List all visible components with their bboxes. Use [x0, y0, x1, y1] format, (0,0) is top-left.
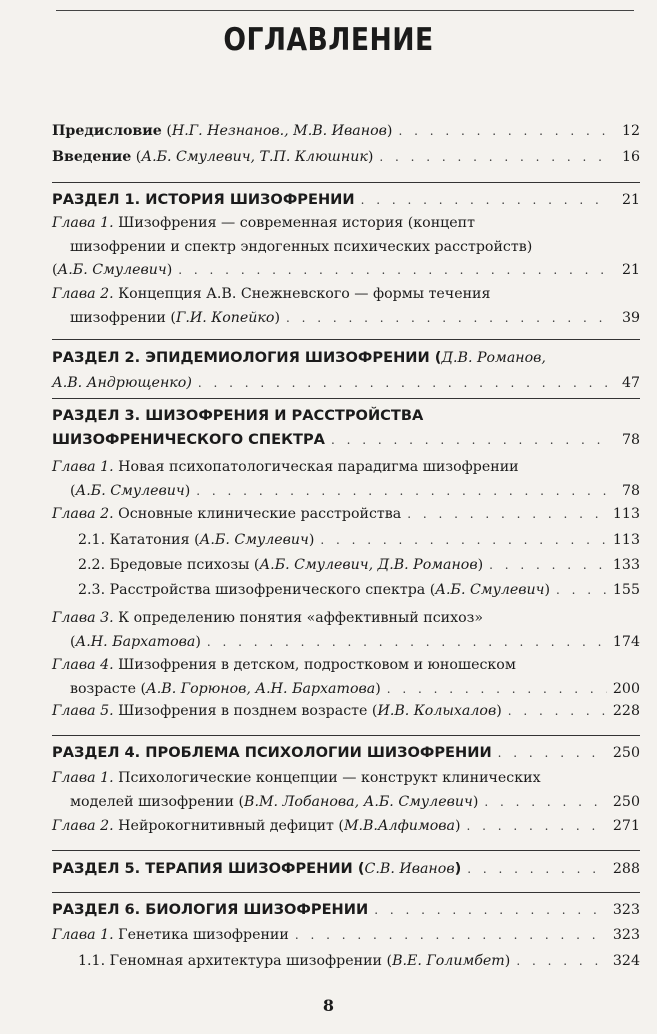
entry-page: 16 — [621, 149, 640, 165]
entry-title-line2: возрасте — [70, 680, 136, 697]
entry-authors: А.Б. Смулевич — [57, 262, 167, 278]
toc-section-1[interactable] — [52, 188, 640, 213]
chapter-label: Глава 1. — [52, 927, 114, 943]
entry-page: 113 — [612, 506, 640, 522]
entry-title-line1: К определению понятия «аффективный психоз» — [118, 610, 484, 626]
entry-authors: А.В. Горюнов, А.Н. Бархатова — [146, 680, 376, 697]
entry-title: 2.3. Расстройства шизофренического спектра — [78, 582, 426, 598]
entry-title-line1: Концепция А.В. Снежневского — формы течения — [118, 286, 491, 302]
entry-page: 250 — [612, 793, 640, 810]
entry-page: 174 — [612, 633, 640, 650]
chapter-label: Глава 4. — [52, 657, 114, 673]
section-title: РАЗДЕЛ 2. ЭПИДЕМИОЛОГИЯ ШИЗОФРЕНИИ — [52, 349, 430, 366]
entry-page: 78 — [621, 482, 640, 499]
entry-title: 2.2. Бредовые психозы — [78, 557, 250, 573]
toc-section-5[interactable]: РАЗДЕЛ 5. ТЕРАПИЯ ШИЗОФРЕНИИ (С.В. Иванов) . . . 288 — [52, 857, 640, 882]
entry-page: 323 — [612, 902, 640, 918]
entry-title-line1: Нейрокогнитивный дефицит — [118, 818, 334, 834]
entry-page: 155 — [612, 582, 640, 598]
toc-entry-introduction[interactable]: Введение (А.Б. Смулевич, Т.П. Клюшник) . . . 16 — [52, 146, 640, 170]
entry-page: 271 — [612, 818, 640, 834]
toc-chapter[interactable]: Глава 1. Новая психопатологическая парадигма шизофрении (А.Б. Смулевич) . . . 78 — [52, 456, 640, 503]
entry-title-line1: Шизофрения в позднем возрасте — [118, 703, 368, 719]
toc-section-6[interactable] — [52, 898, 640, 923]
toc-chapter[interactable]: Глава 1. Шизофрения — современная история (концепт шизофрении и спектр эндогенных психических расстройств) (А.Б. Смулевич) . . . 21 — [52, 212, 640, 283]
toc-chapter[interactable]: Глава 5. Шизофрения в позднем возрасте (И.В. Колыхалов) . . . 228 — [52, 700, 640, 724]
entry-authors-line2: А.В. Андрющенко — [52, 374, 187, 391]
entry-authors: Н.Г. Незнанов., М.В. Иванов — [171, 123, 387, 139]
section-title: РАЗДЕЛ 4. ПРОБЛЕМА ПСИХОЛОГИИ ШИЗОФРЕНИИ — [52, 744, 492, 761]
chapter-label: Глава 1. — [52, 770, 114, 786]
entry-page: 250 — [612, 745, 640, 761]
entry-title: 1.1. Геномная архитектура шизофрении — [78, 953, 383, 969]
section-divider — [52, 892, 640, 893]
section-title: РАЗДЕЛ 1. ИСТОРИЯ ШИЗОФРЕНИИ — [52, 191, 355, 208]
entry-title-line2: моделей шизофрении — [70, 793, 234, 810]
section-title: РАЗДЕЛ 6. БИОЛОГИЯ ШИЗОФРЕНИИ — [52, 901, 369, 918]
toc-chapter[interactable] — [52, 503, 640, 527]
entry-title: Предисловие — [52, 123, 162, 139]
entry-title: 2.1. Кататония — [78, 532, 190, 548]
toc-section-4[interactable] — [52, 741, 640, 766]
chapter-label: Глава 1. — [52, 459, 114, 475]
entry-title-line1: Шизофрения в детском, подростковом и юношеском — [118, 657, 516, 673]
chapter-label: Глава 2. — [52, 506, 114, 522]
toc-chapter[interactable]: Глава 2. Нейрокогнитивный дефицит (М.В.Алфимова) . . . 271 — [52, 815, 640, 839]
entry-page: 21 — [621, 192, 640, 208]
entry-page: 323 — [612, 927, 640, 943]
toc-chapter[interactable]: Глава 2. Концепция А.В. Снежневского — формы течения шизофрении (Г.И. Копейко) . . . 39 — [52, 283, 640, 330]
entry-authors: А.Б. Смулевич — [75, 482, 185, 499]
entry-authors: М.В.Алфимова — [343, 818, 455, 834]
entry-page: 47 — [621, 374, 640, 391]
entry-page: 39 — [621, 309, 640, 326]
entry-page: 200 — [612, 680, 640, 697]
section-divider — [52, 735, 640, 736]
section-title: РАЗДЕЛ 5. ТЕРАПИЯ ШИЗОФРЕНИИ — [52, 860, 353, 877]
entry-authors: В.М. Лобанова, А.Б. Смулевич — [244, 793, 473, 810]
toc-entry-preface[interactable]: Предисловие (Н.Г. Незнанов., М.В. Иванов) . . . 12 — [52, 120, 640, 144]
entry-page: 133 — [612, 557, 640, 573]
toc-subsection[interactable]: 2.1. Кататония (А.Б. Смулевич) . . . 113 — [78, 529, 640, 553]
toc-subsection[interactable]: 1.1. Геномная архитектура шизофрении (В.Е. Голимбет) . . . 324 — [78, 950, 640, 974]
entry-title-line1: Новая психопатологическая парадигма шизофрении — [118, 459, 519, 475]
entry-authors: Г.И. Копейко — [175, 309, 275, 326]
entry-page: 78 — [621, 431, 640, 448]
entry-title-line1: Генетика шизофрении — [118, 927, 289, 943]
entry-authors: С.В. Иванов — [364, 861, 455, 877]
entry-title-line1: Основные клинические расстройства — [118, 506, 402, 522]
entry-title-line2: шизофрении и спектр эндогенных психических расстройств) — [70, 238, 533, 255]
toc-subsection[interactable]: 2.3. Расстройства шизофренического спектра (А.Б. Смулевич) . . . 155 — [78, 579, 640, 603]
section-title: РАЗДЕЛ 3. ШИЗОФРЕНИЯ И РАССТРОЙСТВА — [52, 407, 424, 424]
entry-page: 228 — [612, 703, 640, 719]
section-divider — [52, 339, 640, 340]
chapter-label: Глава 3. — [52, 610, 114, 626]
entry-page: 288 — [612, 861, 640, 877]
section-title-line2: ШИЗОФРЕНИЧЕСКОГО СПЕКТРА — [52, 430, 325, 448]
toc-section-3[interactable] — [52, 404, 640, 452]
entry-authors: А.Н. Бархатова — [75, 633, 196, 650]
entry-authors: Д.В. Романов, — [441, 350, 546, 366]
toc-chapter[interactable]: Глава 4. Шизофрения в детском, подростковом и юношеском возрасте (А.В. Горюнов, А.Н. Бархатова) . . . 200 — [52, 654, 640, 701]
toc-section-2[interactable]: РАЗДЕЛ 2. ЭПИДЕМИОЛОГИЯ ШИЗОФРЕНИИ (Д.В. Романов, А.В. Андрющенко) . . . 47 — [52, 346, 640, 395]
entry-title-line2: шизофрении — [70, 309, 166, 326]
entry-page: 324 — [612, 953, 640, 969]
entry-authors: И.В. Колыхалов — [377, 703, 497, 719]
section-divider — [52, 850, 640, 851]
chapter-label: Глава 2. — [52, 286, 114, 302]
toc-chapter[interactable]: Глава 3. К определению понятия «аффективный психоз» (А.Н. Бархатова) . . . 174 — [52, 607, 640, 654]
entry-title-line1: Психологические концепции — конструкт клинических — [118, 770, 541, 786]
toc-chapter[interactable] — [52, 924, 640, 948]
page-number: 8 — [322, 996, 335, 1015]
toc-subsection[interactable]: 2.2. Бредовые психозы (А.Б. Смулевич, Д.В. Романов) . . . 133 — [78, 554, 640, 578]
chapter-label: Глава 1. — [52, 215, 114, 231]
entry-authors: В.Е. Голимбет — [392, 953, 505, 969]
entry-page: 21 — [621, 262, 640, 278]
chapter-label: Глава 2. — [52, 818, 114, 834]
toc-chapter[interactable]: Глава 1. Психологические концепции — конструкт клинических моделей шизофрении (В.М. Лобанова, А.Б. Смулевич) . . . 250 — [52, 767, 640, 814]
chapter-label: Глава 5. — [52, 703, 114, 719]
entry-title: Введение — [52, 149, 132, 165]
entry-authors: А.Б. Смулевич — [435, 582, 545, 598]
entry-title-line1: Шизофрения — современная история (концепт — [118, 215, 475, 231]
entry-page: 113 — [612, 532, 640, 548]
entry-page: 12 — [621, 123, 640, 139]
section-divider — [52, 182, 640, 183]
page-title: ОГЛАВЛЕНИЕ — [223, 22, 434, 58]
entry-authors: А.Б. Смулевич, Т.П. Клюшник — [141, 149, 368, 165]
section-divider — [52, 398, 640, 399]
entry-authors: А.Б. Смулевич, Д.В. Романов — [259, 557, 478, 573]
entry-authors: А.Б. Смулевич — [199, 532, 309, 548]
